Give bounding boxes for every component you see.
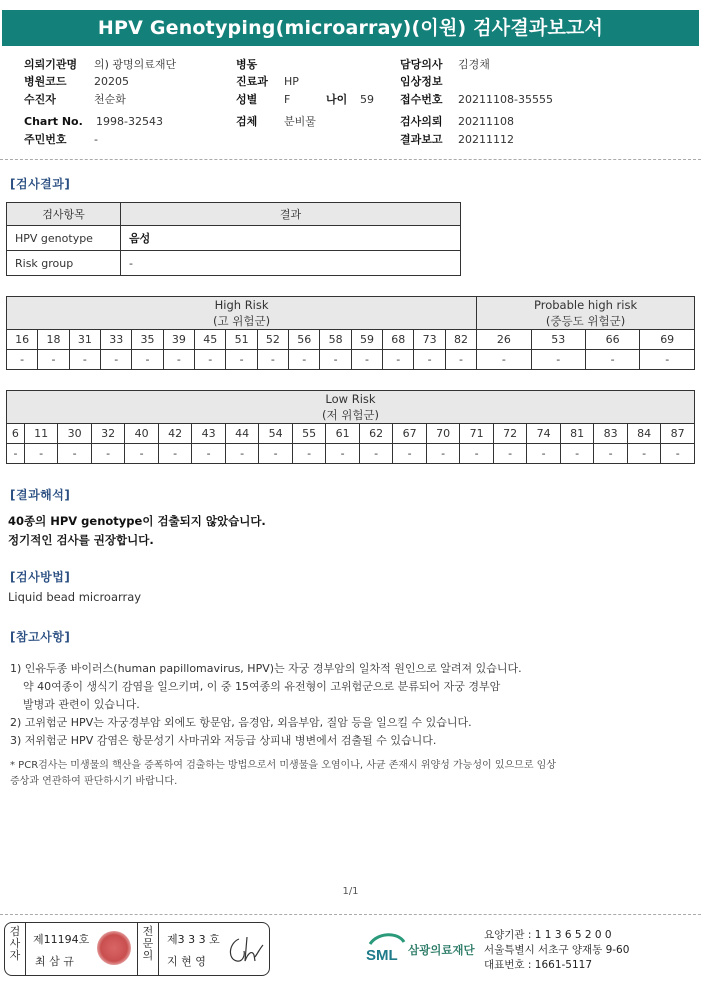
hpv-result-cell: - <box>7 350 38 370</box>
interpretation-text <box>8 512 266 550</box>
resident-value: - <box>94 133 98 146</box>
table-row <box>7 424 695 444</box>
hpv-type-cell: 11 <box>24 424 58 444</box>
hpv-result-cell: - <box>445 350 476 370</box>
hpv-type-cell: 32 <box>91 424 125 444</box>
section-results: [검사결과] <box>10 177 71 191</box>
method-text: Liquid bead microarray <box>8 590 142 604</box>
result-header-result: 결과 <box>121 203 461 226</box>
hpv-type-cell: 6 <box>7 424 25 444</box>
hpv-type-cell: 43 <box>192 424 226 444</box>
hpv-type-cell: 44 <box>225 424 259 444</box>
hpv-result-cell: - <box>257 350 288 370</box>
hpv-type-cell: 26 <box>477 330 531 350</box>
table-row <box>7 350 695 370</box>
hpv-type-cell: 62 <box>359 424 393 444</box>
sml-logo <box>364 930 494 970</box>
hpv-result-cell: - <box>527 444 561 464</box>
dept-value: HP <box>284 75 299 88</box>
hpv-type-cell: 66 <box>585 330 639 350</box>
org-address: 서울특별시 서초구 양재동 9-60 <box>484 944 630 956</box>
receipt-label: 접수번호 <box>400 93 443 106</box>
patient-value: 천순화 <box>94 93 126 106</box>
institution-value: 의) 광명의료재단 <box>94 58 177 71</box>
result-item: Risk group <box>7 251 121 276</box>
examiner-label-text: 검 사 자 <box>9 925 21 962</box>
hpv-type-cell: 51 <box>226 330 257 350</box>
hpv-result-cell: - <box>259 444 293 464</box>
hpv-type-cell: 87 <box>661 424 695 444</box>
hpv-type-cell: 52 <box>257 330 288 350</box>
hpv-type-cell: 31 <box>69 330 100 350</box>
hpv-result-cell: - <box>383 350 414 370</box>
ward-label: 병동 <box>236 58 258 71</box>
hpv-result-cell: - <box>192 444 226 464</box>
note-item: 발병과 관련이 있습니다. <box>23 698 140 711</box>
probable-risk-title: Probable high risk <box>534 298 638 312</box>
hpv-result-cell: - <box>158 444 192 464</box>
interpretation-line: 정기적인 검사를 권장합니다. <box>8 533 154 547</box>
examiner-label <box>5 923 26 976</box>
result-header-item: 검사항목 <box>7 203 121 226</box>
hpv-type-cell: 56 <box>289 330 320 350</box>
hpv-type-cell: 18 <box>38 330 69 350</box>
hpv-type-cell: 30 <box>58 424 92 444</box>
high-risk-subtitle: (고 위험군) <box>213 314 271 328</box>
sex-label: 성별 <box>236 93 258 106</box>
dept-label: 진료과 <box>236 75 268 88</box>
result-table <box>6 202 461 276</box>
hpv-type-cell: 58 <box>320 330 351 350</box>
note-item: 3) 저위험군 HPV 감염은 항문성기 사마귀와 저등급 상피내 병변에서 검출될 수 있습니다. <box>10 734 437 747</box>
hpv-result-cell: - <box>661 444 695 464</box>
pcr-note-line: * PCR검사는 미생물의 핵산을 증폭하여 검출하는 방법으로서 미생물을 오염이나, 사균 존재시 위양성 가능성이 있으므로 임상 <box>10 760 556 771</box>
hpv-result-cell: - <box>38 350 69 370</box>
clinical-label: 임상정보 <box>400 75 443 88</box>
hpv-result-cell: - <box>493 444 527 464</box>
hpv-result-cell: - <box>69 350 100 370</box>
note-item: 1) 인유두종 바이러스(human papillomavirus, HPV)는 자궁 경부암의 일차적 원인으로 알려져 있습니다. <box>10 662 522 675</box>
specimen-label: 검체 <box>236 115 258 128</box>
specialist-name: 지 현 영 <box>167 955 206 968</box>
probable-risk-subtitle: (중등도 위험군) <box>545 314 626 328</box>
hpv-type-cell: 74 <box>527 424 561 444</box>
hpv-result-cell: - <box>91 444 125 464</box>
sml-logo-icon <box>364 930 408 970</box>
low-risk-table <box>6 390 695 464</box>
doctor-value: 김경채 <box>458 58 490 71</box>
hpv-result-cell: - <box>24 444 58 464</box>
hospital-code-label: 병원코드 <box>24 75 67 88</box>
doctor-label: 담당의사 <box>400 58 443 71</box>
hospital-code-value: 20205 <box>94 75 129 88</box>
hpv-result-cell: - <box>560 444 594 464</box>
age-value: 59 <box>360 93 374 106</box>
hpv-type-cell: 16 <box>7 330 38 350</box>
hpv-type-cell: 39 <box>163 330 194 350</box>
hpv-type-cell: 71 <box>460 424 494 444</box>
report-label: 결과보고 <box>400 133 443 146</box>
hpv-result-cell: - <box>195 350 226 370</box>
report-value: 20211112 <box>458 133 514 146</box>
probable-risk-header <box>477 297 695 330</box>
org-info <box>484 928 629 973</box>
hpv-type-cell: 81 <box>560 424 594 444</box>
org-code: 요양기관 : 1 1 3 6 5 2 0 0 <box>484 929 612 941</box>
low-risk-title: Low Risk <box>325 392 376 406</box>
pcr-note-line: 증상과 연관하여 판단하시기 바랍니다. <box>10 776 178 787</box>
hpv-type-cell: 54 <box>259 424 293 444</box>
hpv-result-cell: - <box>58 444 92 464</box>
hpv-result-cell: - <box>7 444 25 464</box>
receipt-value: 20211108-35555 <box>458 93 553 106</box>
low-risk-subtitle: (저 위험군) <box>321 408 380 422</box>
hpv-result-cell: - <box>132 350 163 370</box>
official-seal <box>97 931 131 965</box>
sex-value: F <box>284 93 291 106</box>
table-row <box>7 226 461 251</box>
hpv-result-cell: - <box>292 444 326 464</box>
request-label: 검사의뢰 <box>400 115 443 128</box>
specialist-label-text: 전 문 의 <box>142 925 154 962</box>
hpv-type-cell: 45 <box>195 330 226 350</box>
hpv-result-cell: - <box>460 444 494 464</box>
hpv-result-cell: - <box>393 444 427 464</box>
hpv-type-cell: 35 <box>132 330 163 350</box>
hpv-type-cell: 67 <box>393 424 427 444</box>
hpv-type-cell: 84 <box>627 424 661 444</box>
specialist-license: 제3 3 3 호 <box>167 933 220 946</box>
result-value: 음성 <box>121 226 461 251</box>
hpv-result-cell: - <box>225 444 259 464</box>
section-notes: [참고사항] <box>10 630 71 644</box>
report-title: HPV Genotyping(microarray)(이원) 검사결과보고서 <box>2 10 699 46</box>
table-row <box>7 444 695 464</box>
hpv-result-cell: - <box>289 350 320 370</box>
hpv-type-cell: 33 <box>101 330 132 350</box>
section-method: [검사방법] <box>10 570 71 584</box>
specialist-label <box>138 923 159 976</box>
hpv-type-cell: 68 <box>383 330 414 350</box>
signature-box <box>4 922 270 976</box>
hpv-result-cell: - <box>326 444 360 464</box>
divider <box>0 159 701 160</box>
interpretation-line: 40종의 HPV genotype이 검출되지 않았습니다. <box>8 514 266 528</box>
section-interpretation: [결과해석] <box>10 488 71 502</box>
hpv-type-cell: 69 <box>640 330 695 350</box>
hpv-type-cell: 59 <box>351 330 382 350</box>
high-risk-header <box>7 297 477 330</box>
hpv-type-cell: 72 <box>493 424 527 444</box>
chart-label: Chart No. <box>24 115 83 128</box>
logo-text: SML <box>366 947 398 964</box>
hpv-result-cell: - <box>359 444 393 464</box>
hpv-type-cell: 55 <box>292 424 326 444</box>
hpv-result-cell: - <box>163 350 194 370</box>
table-row <box>7 251 461 276</box>
hpv-type-cell: 70 <box>426 424 460 444</box>
high-risk-table <box>6 296 695 370</box>
hpv-result-cell: - <box>414 350 445 370</box>
hpv-result-cell: - <box>351 350 382 370</box>
hpv-result-cell: - <box>531 350 585 370</box>
low-risk-header <box>7 391 695 424</box>
hpv-type-cell: 42 <box>158 424 192 444</box>
hpv-result-cell: - <box>125 444 159 464</box>
hpv-type-cell: 61 <box>326 424 360 444</box>
handwritten-signature <box>225 933 265 967</box>
hpv-type-cell: 40 <box>125 424 159 444</box>
notes-list <box>10 660 690 750</box>
table-row <box>7 330 695 350</box>
note-item: 약 40여종이 생식기 감염을 일으키며, 이 중 15여종의 유전형이 고위험군으로 분류되어 자궁 경부암 <box>23 680 501 693</box>
note-item: 2) 고위험군 HPV는 자궁경부암 외에도 항문암, 음경암, 외음부암, 질암 등을 일으킬 수 있습니다. <box>10 716 472 729</box>
resident-label: 주민번호 <box>24 133 67 146</box>
hpv-result-cell: - <box>585 350 639 370</box>
result-value: - <box>121 251 461 276</box>
hpv-result-cell: - <box>640 350 695 370</box>
hpv-result-cell: - <box>101 350 132 370</box>
request-value: 20211108 <box>458 115 514 128</box>
hpv-type-cell: 53 <box>531 330 585 350</box>
patient-label: 수진자 <box>24 93 56 106</box>
hpv-type-cell: 73 <box>414 330 445 350</box>
hpv-result-cell: - <box>226 350 257 370</box>
org-name: 삼광의료재단 <box>408 943 475 957</box>
org-phone: 대표번호 : 1661-5117 <box>484 959 593 971</box>
pcr-note <box>10 758 690 790</box>
result-item: HPV genotype <box>7 226 121 251</box>
examiner-license: 제11194호 <box>33 933 90 946</box>
page-number: 1/1 <box>342 886 359 897</box>
institution-label: 의뢰기관명 <box>24 58 78 71</box>
hpv-result-cell: - <box>426 444 460 464</box>
divider <box>0 914 701 915</box>
hpv-result-cell: - <box>594 444 628 464</box>
chart-value: 1998-32543 <box>96 115 163 128</box>
hpv-result-cell: - <box>477 350 531 370</box>
hpv-type-cell: 82 <box>445 330 476 350</box>
age-label: 나이 <box>326 93 348 106</box>
hpv-result-cell: - <box>627 444 661 464</box>
hpv-type-cell: 83 <box>594 424 628 444</box>
high-risk-title: High Risk <box>214 298 269 312</box>
examiner-name: 최 삼 규 <box>35 955 74 968</box>
hpv-result-cell: - <box>320 350 351 370</box>
patient-info <box>24 56 694 152</box>
specimen-value: 분비물 <box>284 115 316 128</box>
